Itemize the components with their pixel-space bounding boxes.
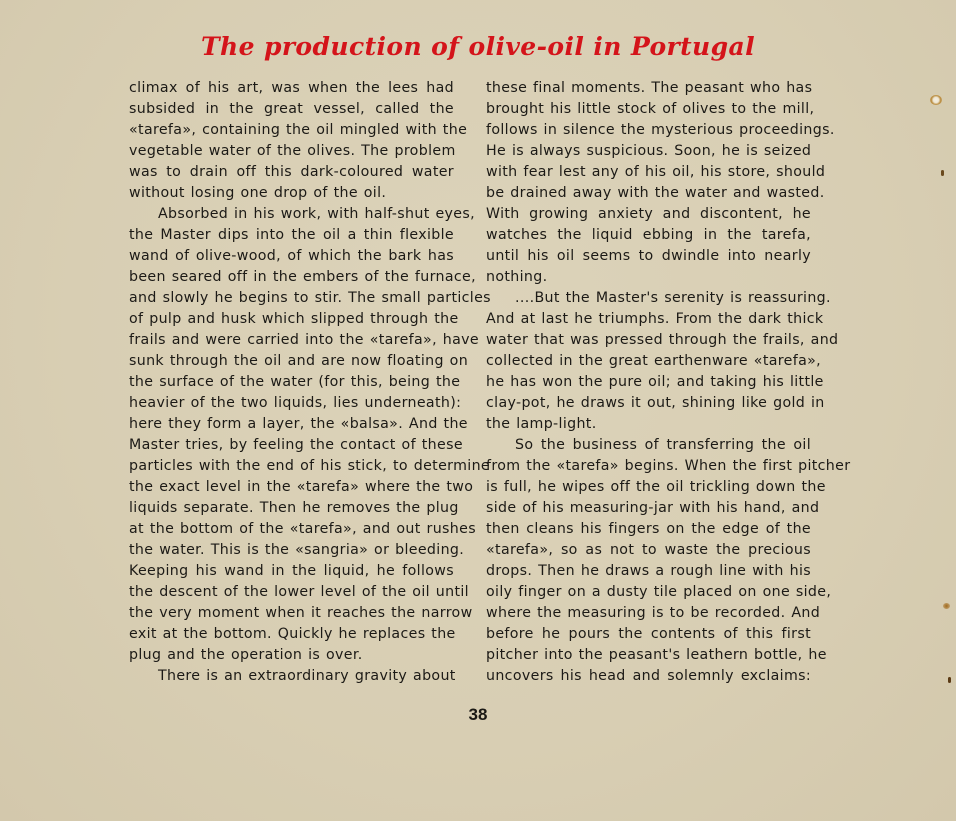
text-line: sunk through the oil and are now floating on (129, 353, 469, 369)
paper-speck (941, 170, 944, 176)
text-line: the very moment when it reaches the narrow (129, 605, 473, 621)
text-line: liquids separate. Then he removes the plug (129, 500, 459, 516)
text-line: from the «tarefa» begins. When the first pitcher (486, 458, 851, 474)
text-line: and slowly he begins to stir. The small particles (129, 290, 491, 306)
text-line: Master tries, by feeling the contact of these (129, 437, 463, 453)
text-line: drops. Then he draws a rough line with his (486, 563, 811, 579)
text-line: he has won the pure oil; and taking his little (486, 374, 824, 390)
text-line: here they form a layer, the «balsa». And the (129, 416, 468, 432)
text-line: follows in silence the mysterious proceedings. (486, 122, 835, 138)
text-line: And at last he triumphs. From the dark thick (486, 311, 824, 327)
text-line: heavier of the two liquids, lies underneath): (129, 395, 462, 411)
text-line: at the bottom of the «tarefa», and out rushes (129, 521, 476, 537)
text-line: with fear lest any of his oil, his store, should (486, 164, 826, 180)
text-line: before he pours the contents of this first (486, 626, 811, 642)
text-line: the surface of the water (for this, being the (129, 374, 461, 390)
text-line: the lamp-light. (486, 416, 597, 432)
text-line: these final moments. The peasant who has (486, 80, 813, 96)
text-line: the water. This is the «sangria» or bleeding. (129, 542, 465, 558)
text-line: frails and were carried into the «tarefa», have (129, 332, 480, 348)
text-line: the exact level in the «tarefa» where the two (129, 479, 474, 495)
text-line: nothing. (486, 269, 548, 285)
text-line: subsided in the great vessel, called the (129, 101, 454, 117)
text-line: without losing one drop of the oil. (129, 185, 387, 201)
text-line: So the business of transferring the oil (515, 437, 811, 453)
text-line: water that was pressed through the frails, and (486, 332, 839, 348)
text-line: of pulp and husk which slipped through the (129, 311, 459, 327)
paper-stain (943, 603, 950, 609)
text-line: climax of his art, was when the lees had (129, 80, 454, 96)
text-line: side of his measuring-jar with his hand, and (486, 500, 820, 516)
text-line: ....But the Master's serenity is reassuring. (515, 290, 831, 306)
text-line: the descent of the lower level of the oil until (129, 584, 469, 600)
right-column (486, 78, 851, 687)
paper-speck (948, 677, 951, 683)
text-line: vegetable water of the olives. The problem (129, 143, 456, 159)
text-line: oily finger on a dusty tile placed on one side, (486, 584, 832, 600)
text-line: is full, he wipes off the oil trickling down the (486, 479, 826, 495)
text-line: «tarefa», so as not to waste the precious (486, 542, 811, 558)
text-line: There is an extraordinary gravity about (158, 668, 456, 684)
text-line: collected in the great earthenware «tarefa», (486, 353, 822, 369)
page-number: 38 (468, 705, 488, 724)
text-line: exit at the bottom. Quickly he replaces the (129, 626, 456, 642)
text-line: was to drain off this dark-coloured water (129, 164, 454, 180)
text-line: the Master dips into the oil a thin flexible (129, 227, 454, 243)
text-line: plug and the operation is over. (129, 647, 363, 663)
page-title: The production of olive-oil in Portugal (200, 32, 756, 61)
text-line: uncovers his head and solemnly exclaims: (486, 668, 811, 684)
text-line: clay-pot, he draws it out, shining like gold in (486, 395, 825, 411)
text-line: brought his little stock of olives to the mill, (486, 101, 815, 117)
text-line: then cleans his fingers on the edge of the (486, 521, 811, 537)
text-line: Absorbed in his work, with half-shut eyes, (158, 206, 475, 222)
text-line: He is always suspicious. Soon, he is seized (486, 143, 812, 159)
text-line: until his oil seems to dwindle into nearly (486, 248, 811, 264)
text-line: wand of olive-wood, of which the bark has (129, 248, 454, 264)
text-line: particles with the end of his stick, to determine (129, 458, 490, 474)
text-line: been seared off in the embers of the furnace, (129, 269, 476, 285)
text-line: With growing anxiety and discontent, he (486, 206, 811, 222)
paper-stain (930, 95, 942, 105)
text-line: pitcher into the peasant's leathern bottle, he (486, 647, 827, 663)
text-line: Keeping his wand in the liquid, he follows (129, 563, 454, 579)
text-line: be drained away with the water and wasted. (486, 185, 825, 201)
left-column (129, 78, 491, 687)
text-line: where the measuring is to be recorded. And (486, 605, 821, 621)
text-line: «tarefa», containing the oil mingled with the (129, 122, 468, 138)
text-line: watches the liquid ebbing in the tarefa, (486, 227, 811, 243)
